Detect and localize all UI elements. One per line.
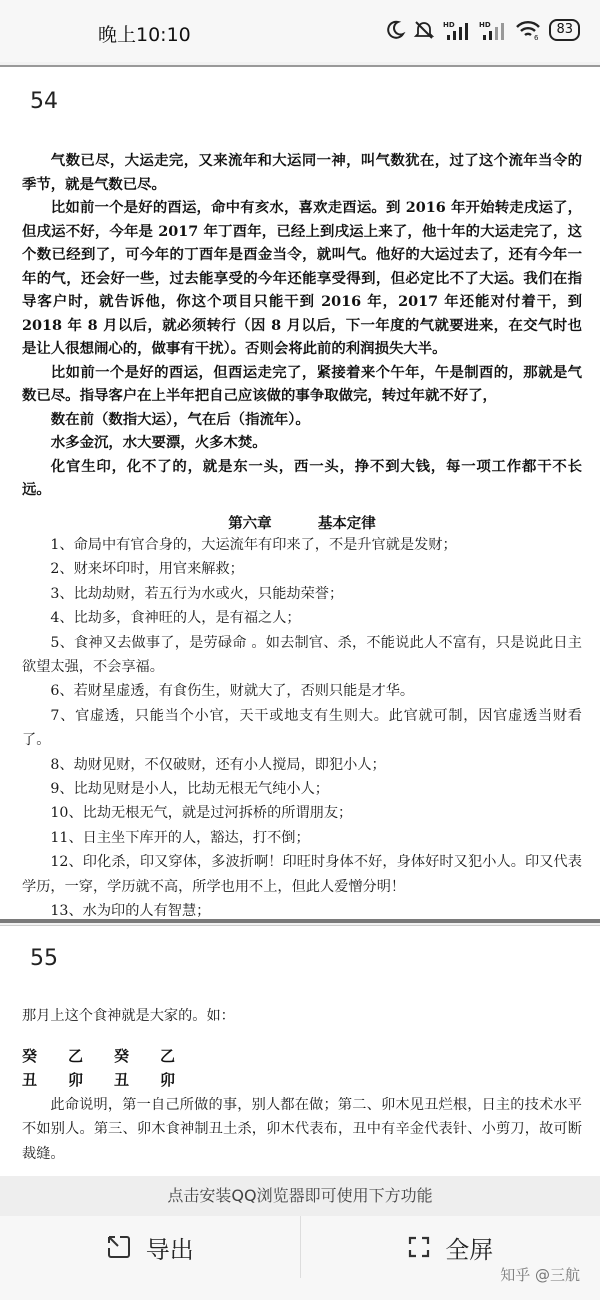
paragraph: 化官生印，化不了的，就是东一头，西一头，挣不到大钱，每一项工作都干不长远。 bbox=[22, 457, 582, 498]
paragraph: 数在前（数指大运），气在后（指流年）。 bbox=[50, 410, 310, 428]
earthly-branches-row bbox=[22, 1068, 582, 1092]
status-bar bbox=[0, 0, 600, 62]
branch: 丑 bbox=[22, 1071, 38, 1089]
page-number: 55 bbox=[30, 946, 58, 971]
install-browser-banner[interactable]: 点击安装QQ浏览器即可使用下方功能 bbox=[0, 1176, 600, 1216]
signal-2-icon bbox=[479, 18, 507, 42]
paragraph: 气数已尽，大运走完，又来流年和大运同一神，叫气数犹在，过了这个流年当令的季节，就是气数已尽。 bbox=[22, 152, 582, 193]
paragraph bbox=[22, 1004, 582, 1028]
list-item: 5、食神又去做事了，是劳碌命 。如去制官、杀，不能说此人不富有，只是说此日主欲望太强，不会享福。 bbox=[22, 634, 582, 676]
page-number: 54 bbox=[30, 89, 58, 114]
list-item: 11、日主坐下库开的人，豁达，打不倒； bbox=[50, 829, 310, 846]
bold-paragraphs bbox=[22, 149, 582, 502]
wifi-icon bbox=[515, 18, 541, 42]
list-item: 7、官虚透，只能当个小官，天干或地支有生则大。此官就可制，因官虚透当财看了。 bbox=[22, 707, 582, 749]
stem: 癸 bbox=[22, 1047, 38, 1065]
chapter-title: 基本定律 bbox=[317, 515, 376, 532]
export-button[interactable] bbox=[0, 1216, 300, 1278]
list-item: 9、比劫见财是小人，比劫无根无气纯小人； bbox=[50, 781, 329, 798]
paragraph: 比如前一个是好的酉运，命中有亥水，喜欢走酉运。到 2016 年开始转走戌运了，但戌运不好，今年是 2017 年丁酉年，已经上到戌运上来了，他十年的大运走完了，这个数已经到了，可今年的丁酉年是酉金当令，就叫气。他好的大运过去了，还有今年一年的气，还会好一些，过去能享受的今年还能享受得到，但必定比不了大运。我们在指导客户时，就告诉他，你这个项目只能干到 2016 年，2017 年还能对付着干，到 2018 年 8 月以后，就必须转行（因 8 月以后，下一年度的气就要进来，在交气时也是让人很想闹心的，做事有干扰）。否则会将此前的利润损失大半。 bbox=[22, 199, 582, 357]
text-line: 那月上这个食神就是大家的。如： bbox=[22, 1008, 235, 1024]
fullscreen-label: 全屏 bbox=[445, 1235, 494, 1264]
svg-text:6: 6 bbox=[534, 34, 539, 42]
branch: 丑 bbox=[114, 1071, 130, 1089]
status-icons bbox=[385, 18, 580, 42]
list-item: 2、财来坏印时，用官来解救； bbox=[50, 561, 244, 578]
list-item: 3、比劫劫财，若五行为水或火，只能劫荣誉； bbox=[50, 585, 344, 602]
hd2-label: HD bbox=[479, 21, 492, 29]
list-item: 10、比劫无根无气，就是过河拆桥的所谓朋友； bbox=[50, 805, 353, 822]
list-item: 6、若财星虚透，有食伤生，财就大了，否则只能是才华。 bbox=[50, 683, 415, 700]
branch: 卯 bbox=[68, 1071, 84, 1089]
paragraph: 比如前一个是好的酉运，但酉运走完了，紧接着来个午年，午是制酉的，那就是气数已尽。指导客户在上半年把自己应该做的事争取做完，转过年就不好了， bbox=[22, 363, 582, 404]
list-item: 12、印化杀，印又穿体，多波折啊！印旺时身体不好，身体好时又犯小人。印又代表学历，一穿，学历就不高，所学也用不上，但此人爱憎分明！ bbox=[22, 854, 582, 895]
zhihu-watermark: 知乎 @三航 bbox=[500, 1266, 580, 1284]
heavenly-stems-row bbox=[22, 1044, 582, 1068]
explanation bbox=[22, 1093, 582, 1166]
document-page-55 bbox=[0, 925, 600, 1176]
stem: 癸 bbox=[114, 1047, 130, 1065]
paragraph: 水多金沉，水大要漂，火多木焚。 bbox=[50, 434, 267, 451]
chapter-number: 第六章 bbox=[228, 515, 272, 532]
bazi-chart bbox=[22, 1044, 582, 1092]
export-icon bbox=[106, 1235, 132, 1259]
branch: 卯 bbox=[160, 1071, 176, 1089]
export-label: 导出 bbox=[145, 1235, 194, 1264]
list-item: 4、比劫多，食神旺的人，是有福之人； bbox=[50, 610, 301, 627]
list-item: 1、命局中有官合身的，大运流年有印来了，不是升官就是发财； bbox=[50, 537, 457, 553]
hd1-label: HD bbox=[443, 21, 456, 29]
stem: 乙 bbox=[160, 1047, 176, 1065]
signal-1-icon bbox=[443, 18, 471, 42]
list-item: 8、劫财见财，不仅破财，还有小人搅局，即犯小人； bbox=[50, 756, 386, 773]
status-time: 晚上10:10 bbox=[98, 24, 191, 46]
silent-bell-icon bbox=[413, 18, 435, 42]
do-not-disturb-moon-icon bbox=[385, 18, 405, 42]
fullscreen-icon bbox=[407, 1235, 431, 1259]
chapter-heading bbox=[22, 512, 582, 533]
bottom-toolbar bbox=[0, 1216, 600, 1300]
list-item: 13、水为印的人有智慧； bbox=[50, 903, 211, 920]
paragraph: 此命说明，第一自己所做的事，别人都在做；第二、卯木见丑烂根，日主的技术水平不如别人。第三、卯木食神制丑土杀，卯木代表布，丑中有辛金代表针、小剪刀，故可断裁缝。 bbox=[22, 1097, 582, 1162]
stem: 乙 bbox=[68, 1047, 84, 1065]
battery-indicator: 83 bbox=[549, 19, 580, 41]
document-page-54 bbox=[0, 65, 600, 923]
